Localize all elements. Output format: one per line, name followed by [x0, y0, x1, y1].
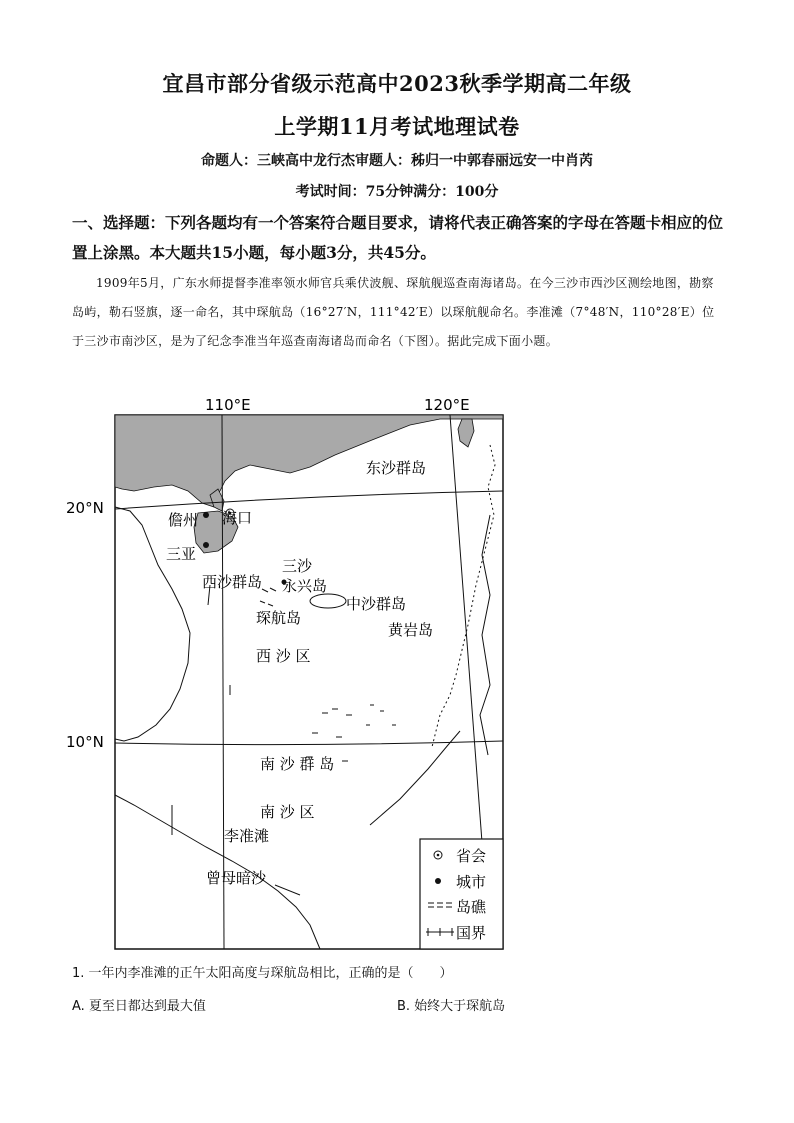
reading-passage: 1909年5月，广东水师提督李准率领水师官兵乘伏波舰、琛航舰巡查南海诸岛。在今三沙市西沙区测绘地图，勘察岛屿，勒石竖旗，逐一命名，其中琛航岛（16°27′N，111°42′E）以琛航舰命名。李准滩（7°48′N，110°28′E）位于三沙市南沙区，是为了纪念李准当年巡查南海诸岛而命名（下图）。据此完成下面小题。: [72, 276, 715, 348]
xisha-district-label: 西 沙 区: [256, 647, 311, 665]
zengmu-label: 曾母暗沙: [206, 869, 267, 887]
lat-10-label: 10°N: [66, 733, 104, 751]
xisha-islands-label: 西沙群岛: [202, 573, 263, 591]
question-1-option-a[interactable]: A. 夏至日都达到最大值: [72, 999, 206, 1014]
lizhun-label: 李准滩: [224, 827, 270, 845]
south-china-sea-map: [66, 395, 510, 955]
sanya-label: 三亚: [166, 545, 197, 563]
legend-city: 城市: [456, 873, 487, 891]
lat-20-label: 20°N: [66, 499, 104, 517]
authors-line: 命题人：三峡高中龙行杰审题人：秭归一中郭春丽远安一中肖芮: [201, 153, 593, 169]
sanya-city-marker: [203, 542, 209, 548]
haikou-label: 海口: [222, 509, 253, 527]
legend-reef: 岛礁: [456, 898, 487, 916]
lon-120-label: 120°E: [424, 396, 470, 414]
huangyan-label: 黄岩岛: [388, 621, 434, 639]
danzhou-label: 儋州: [168, 511, 199, 529]
yongxing-label: 永兴岛: [282, 577, 328, 595]
question-1-stem: 1. 一年内李准滩的正午太阳高度与琛航岛相比，正确的是（ ）: [72, 966, 453, 981]
section-instruction: 一、选择题：下列各题均有一个答案符合题目要求，请将代表正确答案的字母在答题卡相应的位置上涂黑。本大题共15小题，每小题3分，共45分。: [72, 213, 724, 262]
nansha-district-label: 南 沙 区: [260, 803, 315, 821]
sansha-label: 三沙: [282, 557, 313, 575]
exam-title-line1: 宜昌市部分省级示范高中2023秋季学期高二年级: [162, 71, 632, 96]
exam-info: 考试时间：75分钟满分：100分: [295, 184, 499, 200]
map-legend: [420, 839, 503, 949]
lon-110-label: 110°E: [205, 396, 251, 414]
legend-capital: 省会: [456, 847, 487, 865]
nansha-islands-label: 南 沙 群 岛: [260, 755, 335, 773]
legend-border: 国界: [456, 924, 487, 942]
danzhou-city-marker: [203, 512, 209, 518]
zhongsha-label: 中沙群岛: [346, 595, 407, 613]
question-1-option-b[interactable]: B. 始终大于琛航岛: [397, 999, 506, 1014]
chenhang-label: 琛航岛: [256, 609, 302, 627]
dongsha-label: 东沙群岛: [366, 459, 427, 477]
exam-title-line2: 上学期11月考试地理试卷: [274, 114, 520, 139]
